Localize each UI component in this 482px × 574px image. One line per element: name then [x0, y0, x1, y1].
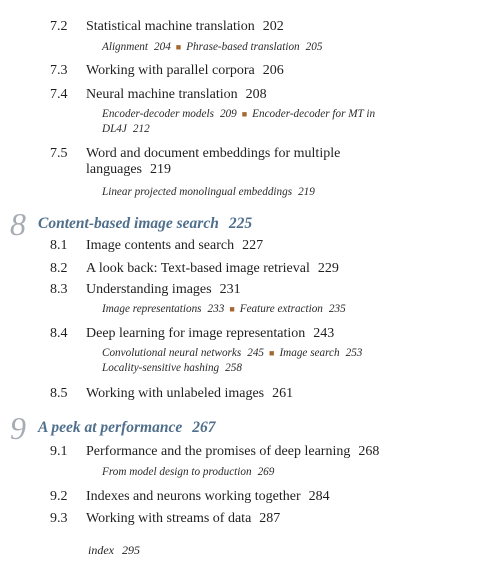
separator-bullet: ■ — [229, 304, 235, 314]
index-entry[interactable] — [88, 543, 140, 558]
subsection-entry[interactable]: Encoder-decoder models 209 — [102, 108, 237, 120]
subsection-entry[interactable]: Feature extraction 235 — [239, 303, 346, 315]
section-number: 7.3 — [50, 63, 68, 78]
page-number: 287 — [259, 511, 281, 526]
subsection-list — [102, 346, 432, 376]
page-number: 227 — [242, 238, 264, 253]
subsection-entry[interactable]: Convolutional neural networks 245 — [102, 347, 264, 359]
page-number: 284 — [308, 489, 330, 504]
subsection-list — [102, 40, 442, 55]
page-number: 229 — [317, 261, 339, 276]
subsection-entry[interactable]: Encoder-decoder for MT in DL4J 212 — [102, 108, 376, 135]
section-title: Understanding images 231 — [86, 282, 241, 297]
section-title: Image contents and search 227 — [86, 238, 264, 253]
page-number: 268 — [358, 444, 380, 459]
page-number: 219 — [149, 162, 171, 177]
section-number: 7.2 — [50, 19, 68, 34]
page-number: 225 — [228, 215, 253, 232]
page-number: 295 — [122, 543, 140, 557]
index-label: index — [88, 543, 114, 557]
subsection-entry[interactable]: Locality-sensitive hashing 258 — [102, 362, 242, 374]
separator-bullet: ■ — [175, 42, 182, 52]
chapter-title: Content-based image search 225 — [38, 215, 253, 232]
subsection-list — [102, 185, 442, 200]
separator-bullet: ■ — [241, 109, 248, 119]
page-number: 202 — [262, 19, 284, 34]
page-number: 206 — [262, 63, 284, 78]
page-number: 261 — [272, 386, 294, 401]
section-number: 7.5 — [50, 146, 68, 161]
section-number: 8.3 — [50, 282, 68, 297]
section-title: Working with streams of data 287 — [86, 511, 281, 526]
section-title: Indexes and neurons working together 284 — [86, 489, 330, 504]
section-title: Working with parallel corpora 206 — [86, 63, 284, 78]
subsection-entry[interactable]: Linear projected monolingual embeddings 219 — [102, 186, 315, 198]
subsection-entry[interactable]: From model design to production 269 — [102, 466, 275, 478]
section-title: Statistical machine translation 202 — [86, 19, 284, 34]
section-title: Working with unlabeled images 261 — [86, 386, 294, 401]
section-number: 7.4 — [50, 87, 68, 102]
section-number: 8.2 — [50, 261, 68, 276]
section-title: Performance and the promises of deep learning 268 — [86, 444, 380, 459]
section-number: 8.4 — [50, 326, 68, 341]
section-title: Deep learning for image representation 243 — [86, 326, 335, 341]
page-number: 231 — [219, 282, 241, 297]
section-number: 9.1 — [50, 444, 68, 459]
section-number: 9.3 — [50, 511, 68, 526]
section-number: 8.5 — [50, 386, 68, 401]
section-title: Word and document embeddings for multiple languages 219 — [86, 146, 341, 177]
page-number: 267 — [192, 419, 216, 436]
page-number: 208 — [245, 87, 267, 102]
chapter-title: A peek at performance 267 — [38, 419, 216, 436]
section-number: 8.1 — [50, 238, 68, 253]
separator-bullet: ■ — [269, 348, 275, 358]
subsection-entry[interactable]: Image representations 233 — [102, 303, 225, 315]
subsection-entry[interactable]: Image search 253 — [279, 347, 363, 359]
subsection-list — [102, 465, 442, 480]
page-number: 243 — [313, 326, 335, 341]
subsection-list — [102, 302, 442, 317]
section-title: A look back: Text-based image retrieval 229 — [86, 261, 339, 276]
subsection-entry[interactable]: Phrase-based translation 205 — [186, 41, 323, 53]
subsection-list — [102, 107, 422, 137]
section-number: 9.2 — [50, 489, 68, 504]
chapter-number: 9 — [10, 410, 26, 446]
subsection-entry[interactable]: Alignment 204 — [102, 41, 171, 53]
section-title: Neural machine translation 208 — [86, 87, 267, 102]
chapter-number: 8 — [10, 206, 26, 242]
